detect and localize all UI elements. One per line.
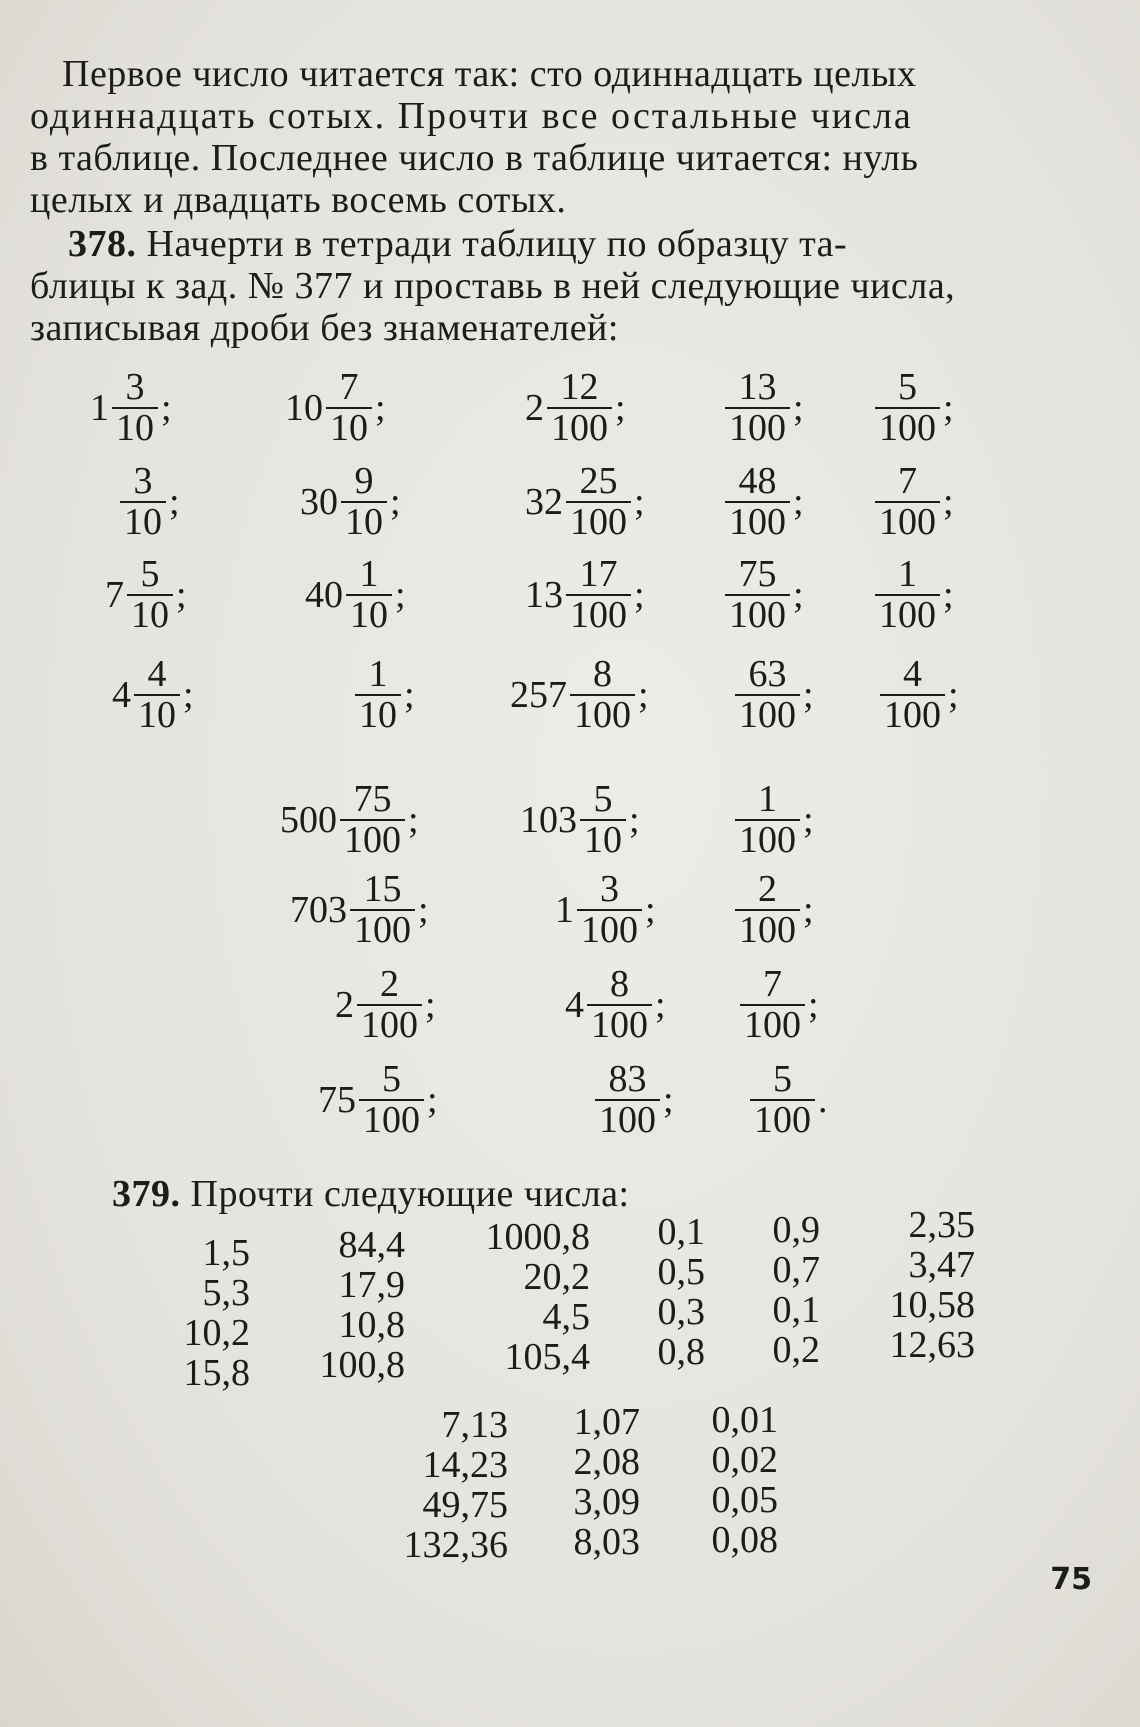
fraction-part (120, 462, 166, 542)
fraction (525, 368, 626, 448)
fraction-denominator: 100 (357, 1004, 422, 1045)
fraction-numerator: 3 (125, 366, 145, 408)
fraction-numerator: 7 (339, 366, 359, 408)
fraction-whole: 500 (280, 798, 337, 841)
fraction-punctuation: ; (404, 673, 415, 716)
fraction (280, 780, 419, 860)
fraction-punctuation: ; (427, 1078, 438, 1121)
fraction-denominator: 100 (735, 909, 800, 950)
fraction-denominator: 100 (725, 407, 790, 448)
decimal-value: 0,5 (657, 1251, 705, 1293)
fraction-numerator: 3 (133, 460, 153, 502)
fraction-punctuation: ; (948, 673, 959, 716)
decimal-value: 84,4 (338, 1224, 405, 1266)
decimal-value: 0,3 (657, 1291, 705, 1333)
fraction-part (566, 462, 631, 542)
page-number: 75 (1050, 1562, 1092, 1597)
fraction-part (725, 368, 790, 448)
fraction-numerator: 17 (579, 553, 618, 595)
fraction-part (735, 870, 800, 950)
decimal-value: 0,08 (711, 1519, 778, 1561)
fraction-punctuation: ; (183, 673, 194, 716)
fraction-denominator: 100 (740, 1004, 805, 1045)
fraction-part (750, 1060, 815, 1140)
fraction-part (355, 655, 401, 735)
decimal-value: 0,8 (657, 1331, 705, 1373)
decimal-value: 1,07 (573, 1401, 640, 1443)
fraction-punctuation: ; (638, 673, 649, 716)
fraction-denominator: 100 (577, 909, 642, 950)
fraction-part (875, 368, 940, 448)
fraction-numerator: 8 (610, 963, 629, 1005)
fraction-part (359, 1060, 424, 1140)
fraction-part (735, 655, 800, 735)
fraction-part (577, 870, 642, 950)
fraction-whole: 103 (520, 798, 577, 841)
fraction-punctuation: ; (803, 888, 814, 931)
fraction-whole: 2 (525, 386, 544, 429)
fraction-denominator: 100 (880, 694, 945, 735)
fraction-punctuation: ; (418, 888, 429, 931)
fraction-denominator: 100 (587, 1004, 652, 1045)
fraction-part (875, 555, 940, 635)
decimal-value: 2,08 (573, 1441, 640, 1483)
fraction-denominator: 100 (875, 594, 940, 635)
decimal-value: 7,13 (441, 1404, 508, 1446)
fraction-numerator: 15 (363, 868, 402, 910)
task-378-number: 378. (68, 223, 137, 265)
fraction-numerator: 2 (758, 868, 777, 910)
fraction-part (341, 462, 387, 542)
fraction-denominator: 10 (355, 694, 401, 735)
decimal-value: 15,8 (183, 1352, 250, 1394)
fraction (725, 368, 804, 448)
fraction-part (725, 555, 790, 635)
fraction-part (566, 555, 631, 635)
fraction-denominator: 10 (346, 594, 392, 635)
intro-line-2: одиннадцать сотых. Прочти все остальные числа (30, 95, 913, 137)
fraction-numerator: 48 (738, 460, 777, 502)
fraction-part (326, 368, 372, 448)
decimal-value: 1,5 (202, 1232, 250, 1274)
task-379-number: 379. (112, 1173, 181, 1215)
fraction-punctuation: ; (176, 573, 187, 616)
fraction-part (740, 965, 805, 1045)
intro-line-1: Первое число читается так: сто одиннадцать целых (62, 53, 917, 95)
task-378-line-3: записывая дроби без знаменателей: (30, 307, 619, 349)
fraction-part (350, 870, 415, 950)
task-379-text: Прочти следующие числа: (190, 1173, 630, 1215)
fraction-whole: 4 (565, 983, 584, 1026)
fraction-numerator: 9 (354, 460, 374, 502)
fraction (355, 655, 415, 735)
fraction-part (112, 368, 158, 448)
fraction-denominator: 100 (875, 501, 940, 542)
fraction-whole: 13 (525, 573, 563, 616)
fraction-numerator: 63 (748, 653, 787, 695)
fraction-punctuation: ; (634, 573, 645, 616)
fraction-numerator: 5 (593, 778, 613, 820)
fraction-denominator: 100 (735, 819, 800, 860)
fraction (520, 780, 640, 860)
fraction-whole: 30 (300, 480, 338, 523)
decimal-value: 0,7 (772, 1249, 820, 1291)
fraction-denominator: 10 (112, 407, 158, 448)
fraction-numerator: 1 (368, 653, 388, 695)
fraction-denominator: 100 (340, 819, 405, 860)
fraction-punctuation: ; (615, 386, 626, 429)
fraction-part (547, 368, 612, 448)
fraction-numerator: 12 (560, 366, 599, 408)
decimal-value: 105,4 (504, 1336, 590, 1378)
fraction (740, 965, 819, 1045)
fraction-denominator: 100 (359, 1099, 424, 1140)
fraction-whole: 10 (285, 386, 323, 429)
fraction-denominator: 100 (547, 407, 612, 448)
fraction (525, 462, 645, 542)
fraction-denominator: 100 (595, 1099, 660, 1140)
fraction-numerator: 8 (593, 653, 612, 695)
decimal-value: 2,35 (908, 1204, 975, 1246)
fraction-punctuation: ; (390, 480, 401, 523)
fraction (875, 462, 954, 542)
decimal-column (618, 1400, 778, 1560)
intro-line-4: целых и двадцать восемь сотых. (30, 179, 567, 221)
fraction-numerator: 75 (353, 778, 392, 820)
fraction-punctuation: ; (408, 798, 419, 841)
fraction-whole: 75 (318, 1078, 356, 1121)
fraction (735, 655, 814, 735)
fraction-punctuation: ; (663, 1078, 674, 1121)
fraction (305, 555, 406, 635)
fraction-denominator: 100 (735, 694, 800, 735)
fraction-part (880, 655, 945, 735)
fraction-part (735, 780, 800, 860)
fraction (285, 368, 386, 448)
fraction-whole: 257 (510, 673, 567, 716)
decimal-value: 10,2 (183, 1312, 250, 1354)
fraction-whole: 1 (90, 386, 109, 429)
fraction-numerator: 7 (763, 963, 782, 1005)
decimal-value: 0,01 (711, 1399, 778, 1441)
fraction-denominator: 10 (326, 407, 372, 448)
decimal-value: 5,3 (202, 1272, 250, 1314)
fraction-punctuation: ; (943, 480, 954, 523)
decimal-value: 0,9 (772, 1209, 820, 1251)
fraction-punctuation: ; (169, 480, 180, 523)
decimal-column (815, 1205, 975, 1365)
fraction-punctuation: ; (645, 888, 656, 931)
fraction-numerator: 13 (738, 366, 777, 408)
fraction (318, 1060, 438, 1140)
decimal-value: 0,02 (711, 1439, 778, 1481)
decimal-value: 12,63 (889, 1324, 975, 1366)
fraction (735, 870, 814, 950)
fraction-part (570, 655, 635, 735)
fraction (565, 965, 666, 1045)
fraction-whole: 2 (335, 983, 354, 1026)
fraction-numerator: 5 (898, 366, 917, 408)
fraction (735, 780, 814, 860)
decimal-value: 10,58 (889, 1284, 975, 1326)
task-378-line-2: блицы к зад. № 377 и проставь в ней следующие числа, (30, 265, 956, 307)
fraction (112, 655, 194, 735)
decimal-column (245, 1225, 405, 1385)
fraction-punctuation: ; (161, 386, 172, 429)
fraction-denominator: 10 (580, 819, 626, 860)
fraction-numerator: 1 (758, 778, 777, 820)
intro-line-3: в таблице. Последнее число в таблице читается: нуль (30, 137, 919, 179)
decimal-value: 49,75 (422, 1484, 508, 1526)
fraction (525, 555, 645, 635)
fraction (875, 368, 954, 448)
fraction-part (134, 655, 180, 735)
decimal-value: 0,05 (711, 1479, 778, 1521)
fraction-whole: 4 (112, 673, 131, 716)
fraction-denominator: 100 (750, 1099, 815, 1140)
fraction-whole: 7 (105, 573, 124, 616)
fraction-part (595, 1060, 660, 1140)
fraction-punctuation: ; (629, 798, 640, 841)
fraction-punctuation: ; (943, 573, 954, 616)
fraction-numerator: 25 (579, 460, 618, 502)
fraction-part (127, 555, 173, 635)
fraction-punctuation: ; (793, 573, 804, 616)
fraction-denominator: 10 (134, 694, 180, 735)
fraction-punctuation: ; (655, 983, 666, 1026)
fraction-denominator: 10 (341, 501, 387, 542)
fraction-part (875, 462, 940, 542)
fraction-punctuation: ; (634, 480, 645, 523)
decimal-value: 20,2 (523, 1256, 590, 1298)
fraction-part (725, 462, 790, 542)
fraction-denominator: 100 (566, 594, 631, 635)
decimal-value: 0,1 (657, 1211, 705, 1253)
fraction-numerator: 5 (382, 1058, 401, 1100)
fraction-numerator: 5 (140, 553, 160, 595)
fraction-part (580, 780, 626, 860)
fraction-numerator: 1 (898, 553, 917, 595)
fraction-punctuation: ; (375, 386, 386, 429)
fraction-numerator: 83 (608, 1058, 647, 1100)
decimal-value: 0,1 (772, 1289, 820, 1331)
fraction-whole: 32 (525, 480, 563, 523)
decimal-value: 17,9 (338, 1264, 405, 1306)
decimal-value: 8,03 (573, 1521, 640, 1563)
fraction-punctuation: ; (395, 573, 406, 616)
fraction-punctuation: ; (943, 386, 954, 429)
fraction-punctuation: . (818, 1078, 828, 1121)
decimal-column (480, 1402, 640, 1562)
fraction-part (587, 965, 652, 1045)
fraction (880, 655, 959, 735)
decimal-value: 132,36 (403, 1524, 508, 1566)
task-378-line-1 (68, 222, 847, 266)
decimal-value: 3,47 (908, 1244, 975, 1286)
fraction-part (357, 965, 422, 1045)
fraction (90, 368, 172, 448)
fraction (510, 655, 649, 735)
fraction (290, 870, 429, 950)
decimal-value: 10,8 (338, 1304, 405, 1346)
decimal-value: 3,09 (573, 1481, 640, 1523)
fraction-denominator: 100 (875, 407, 940, 448)
fraction-punctuation: ; (425, 983, 436, 1026)
fraction-denominator: 10 (127, 594, 173, 635)
fraction-denominator: 10 (120, 501, 166, 542)
fraction (555, 870, 656, 950)
fraction-denominator: 100 (725, 501, 790, 542)
decimal-value: 1000,8 (485, 1216, 590, 1258)
fraction (725, 462, 804, 542)
fraction-numerator: 4 (903, 653, 922, 695)
fraction (875, 555, 954, 635)
fraction (120, 462, 180, 542)
fraction-numerator: 4 (147, 653, 167, 695)
fraction-numerator: 5 (773, 1058, 792, 1100)
decimal-value: 0,2 (772, 1329, 820, 1371)
fraction-denominator: 100 (566, 501, 631, 542)
fraction-whole: 703 (290, 888, 347, 931)
fraction-punctuation: ; (808, 983, 819, 1026)
fraction-punctuation: ; (793, 386, 804, 429)
decimal-column (660, 1210, 820, 1370)
fraction-numerator: 75 (738, 553, 777, 595)
fraction-denominator: 100 (725, 594, 790, 635)
fraction (750, 1060, 828, 1140)
fraction-part (346, 555, 392, 635)
fraction-punctuation: ; (793, 480, 804, 523)
fraction-whole: 1 (555, 888, 574, 931)
decimal-value: 14,23 (422, 1444, 508, 1486)
fraction-whole: 40 (305, 573, 343, 616)
fraction-numerator: 2 (380, 963, 399, 1005)
fraction-part (340, 780, 405, 860)
fraction-punctuation: ; (803, 673, 814, 716)
fraction (595, 1060, 674, 1140)
task-379-line (112, 1172, 630, 1216)
fraction-numerator: 1 (359, 553, 379, 595)
fraction (300, 462, 401, 542)
decimal-value: 100,8 (319, 1344, 405, 1386)
task-378-text-1: Начерти в тетради таблицу по образцу та- (146, 223, 848, 265)
fraction (105, 555, 187, 635)
decimal-column (90, 1233, 250, 1393)
fraction-denominator: 100 (350, 909, 415, 950)
fraction-punctuation: ; (803, 798, 814, 841)
fraction (725, 555, 804, 635)
fraction (335, 965, 436, 1045)
fraction-numerator: 7 (898, 460, 917, 502)
fraction-numerator: 3 (600, 868, 619, 910)
decimal-value: 4,5 (542, 1296, 590, 1338)
fraction-denominator: 100 (570, 694, 635, 735)
